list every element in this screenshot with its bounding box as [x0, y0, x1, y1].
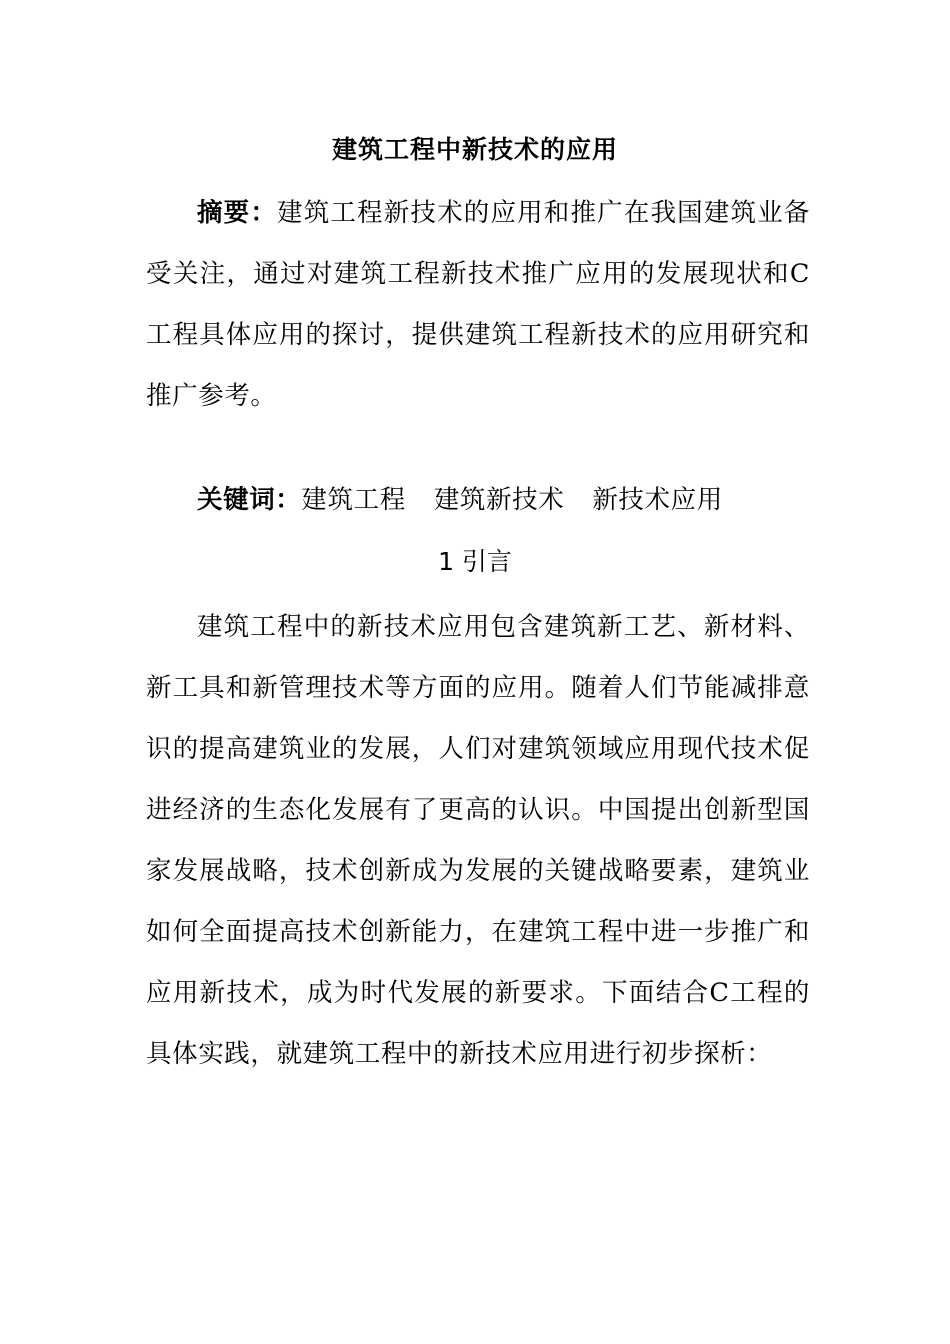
document-title: 建筑工程中新技术的应用 — [331, 135, 618, 164]
keyword-item: 新技术应用 — [592, 485, 723, 515]
abstract-label: 摘要： — [197, 198, 278, 228]
keywords-line — [197, 480, 723, 520]
keywords-label: 关键词： — [197, 485, 302, 515]
body-paragraph: 建筑工程中的新技术应用包含建筑新工艺、新材料、新工具和新管理技术等方面的应用。随着人们节能减排意识的提高建筑业的发展，人们对建筑领域应用现代技术促进经济的生态化发展有了更高的认识。中国提出创新型国家发展战略，技术创新成为发展的关键战略要素，建筑业如何全面提高技术创新能力，在建筑工程中进一步推广和应用新技术，成为时代发展的新要求。下面结合C工程的具体实践，就建筑工程中的新技术应用进行初步探析： — [146, 612, 810, 1069]
keyword-item: 建筑工程 — [301, 485, 406, 515]
keyword-item: 建筑新技术 — [433, 485, 565, 515]
abstract-paragraph — [146, 183, 810, 427]
section-heading: 1 引言 — [438, 547, 512, 576]
abstract-text: 建筑工程新技术的应用和推广在我国建筑业备受关注，通过对建筑工程新技术推广应用的发展现状和C工程具体应用的探讨，提供建筑工程新技术的应用研究和推广参考。 — [146, 198, 810, 411]
